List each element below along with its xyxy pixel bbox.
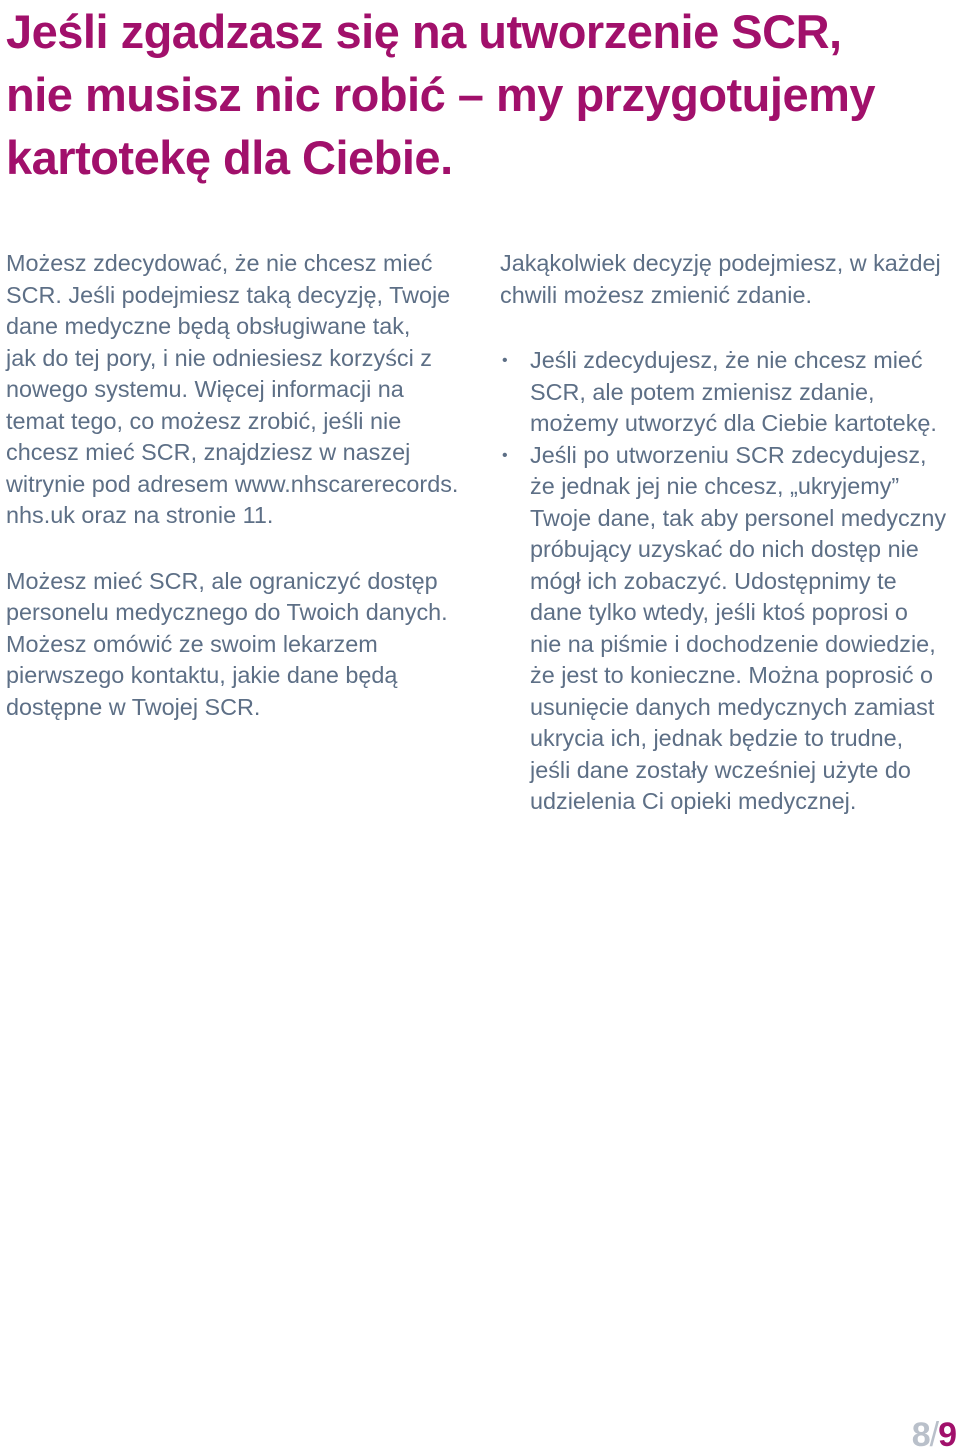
text-line: jak do tej pory, i nie odniesiesz korzyści z bbox=[6, 344, 432, 371]
text-line: nowego systemu. Więcej informacji na bbox=[6, 376, 404, 402]
paragraph-change-mind bbox=[500, 248, 956, 311]
text-line: że jest to konieczne. Można poprosić o bbox=[530, 662, 934, 688]
text-line: dane tylko wtedy, jeśli ktoś poprosi o bbox=[530, 599, 908, 625]
text-line: udzielenia Ci opieki medycznej. bbox=[530, 788, 857, 814]
left-column bbox=[6, 248, 476, 757]
text-line: SCR. Jeśli podejmiesz taką decyzję, Twoje bbox=[6, 281, 451, 308]
text-line: próbujący uzyskać do nich dostęp nie bbox=[530, 536, 919, 562]
bullet-list bbox=[500, 345, 956, 818]
text-line: dane medyczne będą obsługiwane tak, bbox=[6, 313, 411, 339]
text-line: usunięcie danych medycznych zamiast bbox=[530, 693, 935, 720]
page-heading bbox=[6, 0, 946, 189]
text-line: witrynie pod adresem www.nhscarerecords. bbox=[6, 470, 459, 497]
page-number-current: 8 bbox=[911, 1416, 930, 1454]
page-number bbox=[912, 1415, 956, 1455]
text-line: Możesz zdecydować, że nie chcesz mieć bbox=[6, 250, 433, 276]
bullet-icon: • bbox=[502, 446, 508, 464]
text-line: Jakąkolwiek decyzję podejmiesz, w każdej bbox=[500, 250, 941, 276]
text-line: dostępne w Twojej SCR. bbox=[6, 693, 261, 720]
text-line: chwili możesz zmienić zdanie. bbox=[500, 281, 812, 308]
text-line: nhs.uk oraz na stronie 11. bbox=[6, 502, 274, 528]
heading-line: Jeśli zgadzasz się na utworzenie SCR, bbox=[6, 5, 842, 58]
text-line: że jednak jej nie chcesz, „ukryjemy” bbox=[530, 473, 900, 499]
bullet-icon: • bbox=[502, 352, 508, 369]
text-line: Możesz omówić ze swoim lekarzem bbox=[6, 630, 378, 657]
bullet-item-create-later bbox=[500, 345, 956, 440]
text-line: pierwszego kontaktu, jakie dane będą bbox=[6, 662, 398, 688]
text-line: nie na piśmie i dochodzenie dowiedzie, bbox=[530, 630, 936, 657]
text-line: personelu medycznego do Twoich danych. bbox=[6, 599, 448, 625]
paragraph-opt-out bbox=[6, 248, 476, 532]
text-line: ukrycia ich, jednak będzie to trudne, bbox=[530, 725, 904, 751]
text-line: mógł ich zobaczyć. Udostępnimy te bbox=[530, 567, 897, 594]
text-line: Jeśli zdecydujesz, że nie chcesz mieć bbox=[530, 347, 923, 373]
heading-line: kartotekę dla Ciebie. bbox=[6, 131, 453, 184]
heading-line: nie musisz nic robić – my przygotujemy bbox=[6, 68, 876, 121]
paragraph-limit-access bbox=[6, 566, 476, 724]
text-line: Jeśli po utworzeniu SCR zdecydujesz, bbox=[530, 441, 927, 468]
page-number-separator: / bbox=[929, 1416, 939, 1454]
text-line: chcesz mieć SCR, znajdziesz w naszej bbox=[6, 439, 411, 465]
text-line: SCR, ale potem zmienisz zdanie, bbox=[530, 378, 875, 405]
text-line: temat tego, co możesz zrobić, jeśli nie bbox=[6, 407, 402, 434]
bullet-item-hide-record bbox=[500, 440, 956, 818]
text-line: jeśli dane zostały wcześniej użyte do bbox=[530, 756, 911, 783]
text-line: Twoje dane, tak aby personel medyczny bbox=[530, 504, 947, 531]
page-number-total: 9 bbox=[938, 1416, 956, 1454]
right-column bbox=[500, 248, 956, 818]
text-line: możemy utworzyć dla Ciebie kartotekę. bbox=[530, 410, 937, 436]
text-line: Możesz mieć SCR, ale ograniczyć dostęp bbox=[6, 567, 438, 594]
